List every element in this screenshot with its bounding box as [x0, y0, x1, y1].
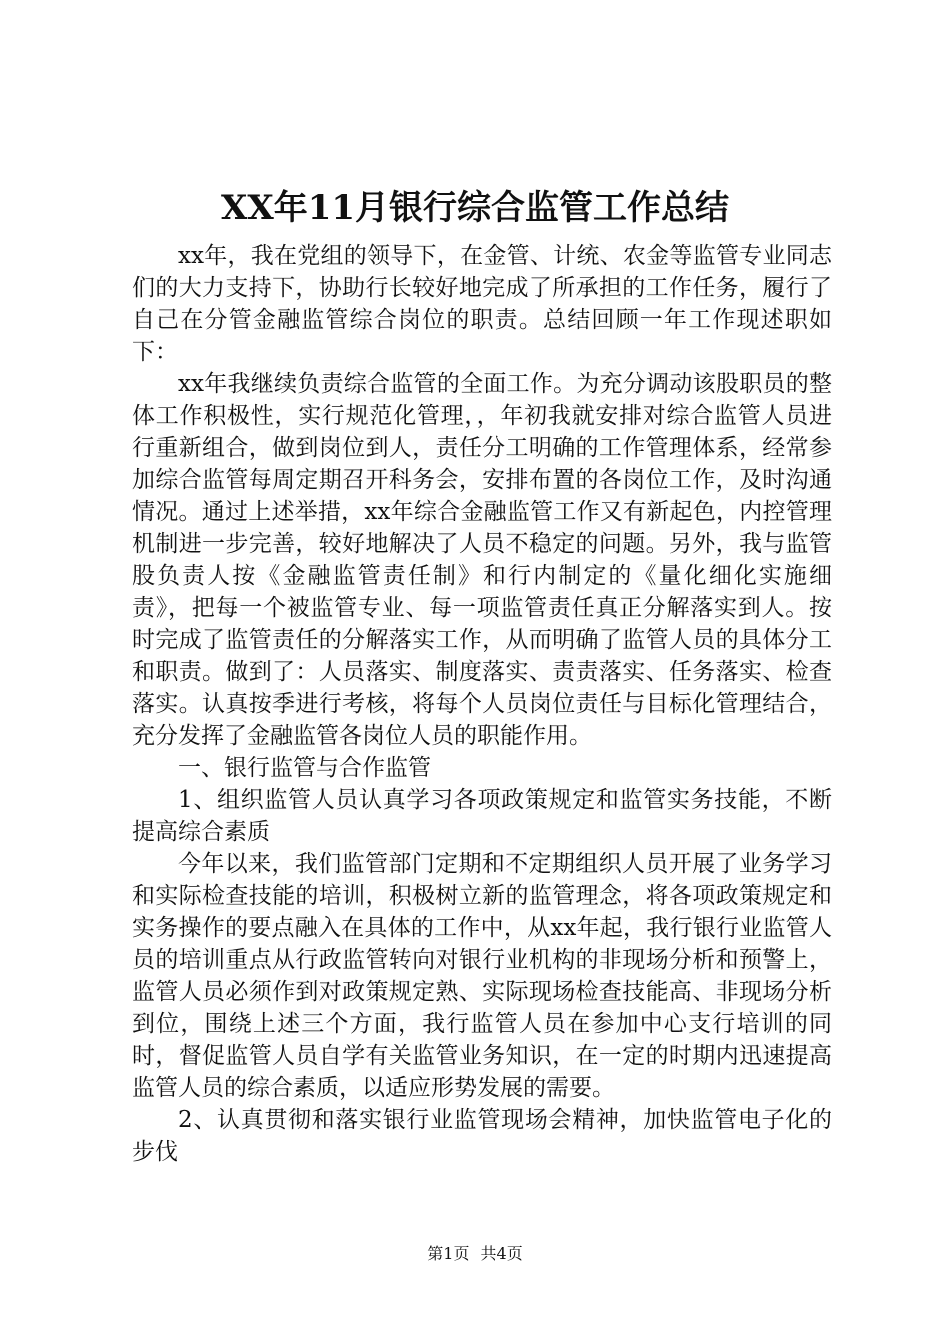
- subsection-heading-2: 2、认真贯彻和落实银行业监管现场会精神，加快监管电子化的步伐: [132, 1107, 832, 1165]
- paragraph-training: 今年以来，我们监管部门定期和不定期组织人员开展了业务学习和实际检查技能的培训，积极树立新的监管理念，将各项政策规定和实务操作的要点融入在具体的工作中，从xx年起，我行银行业监管人员的培训重点从行政监管转向对银行业机构的非现场分析和预警上，监管人员必须作到对政策规定熟、实际现场检查技能高、非现场分析到位，围绕上述三个方面，我行监管人员在参加中心支行培训的同时，督促监管人员自学有关监管业务知识，在一定的时期内迅速提高监管人员的综合素质，以适应形势发展的需要。: [132, 851, 832, 1101]
- paragraph-intro: xx年，我在党组的领导下，在金管、计统、农金等监管专业同志们的大力支持下，协助行长较好地完成了所承担的工作任务，履行了自己在分管金融监管综合岗位的职责。总结回顾一年工作现述职如下：: [132, 243, 832, 365]
- section-heading-1: 一、银行监管与合作监管: [178, 755, 431, 781]
- document-body: [132, 240, 832, 1168]
- page-footer: [0, 1244, 950, 1264]
- subsection-heading-1: 1、组织监管人员认真学习各项政策规定和监管实务技能，不断提高综合素质: [132, 787, 832, 845]
- paragraph-overview: xx年我继续负责综合监管的全面工作。为充分调动该股职员的整体工作积极性，实行规范化管理，，年初我就安排对综合监管人员进行重新组合，做到岗位到人，责任分工明确的工作管理体系，经常参加综合监管每周定期召开科务会，安排布置的各岗位工作，及时沟通情况。通过上述举措，xx年综合金融监管工作又有新起色，内控管理机制进一步完善，较好地解决了人员不稳定的问题。另外，我与监管股负责人按《金融监管责任制》和行内制定的《量化细化实施细责》，把每一个被监管专业、每一项监管责任真正分解落实到人。按时完成了监管责任的分解落实工作，从而明确了监管人员的具体分工和职责。做到了：人员落实、制度落实、责责落实、任务落实、检查落实。认真按季进行考核，将每个人员岗位责任与目标化管理结合，充分发挥了金融监管各岗位人员的职能作用。: [132, 371, 832, 749]
- page-number-current: 第1页: [427, 1244, 470, 1263]
- page-number-total: 共4页: [480, 1244, 523, 1263]
- document-title: XX年11月银行综合监管工作总结: [220, 188, 730, 228]
